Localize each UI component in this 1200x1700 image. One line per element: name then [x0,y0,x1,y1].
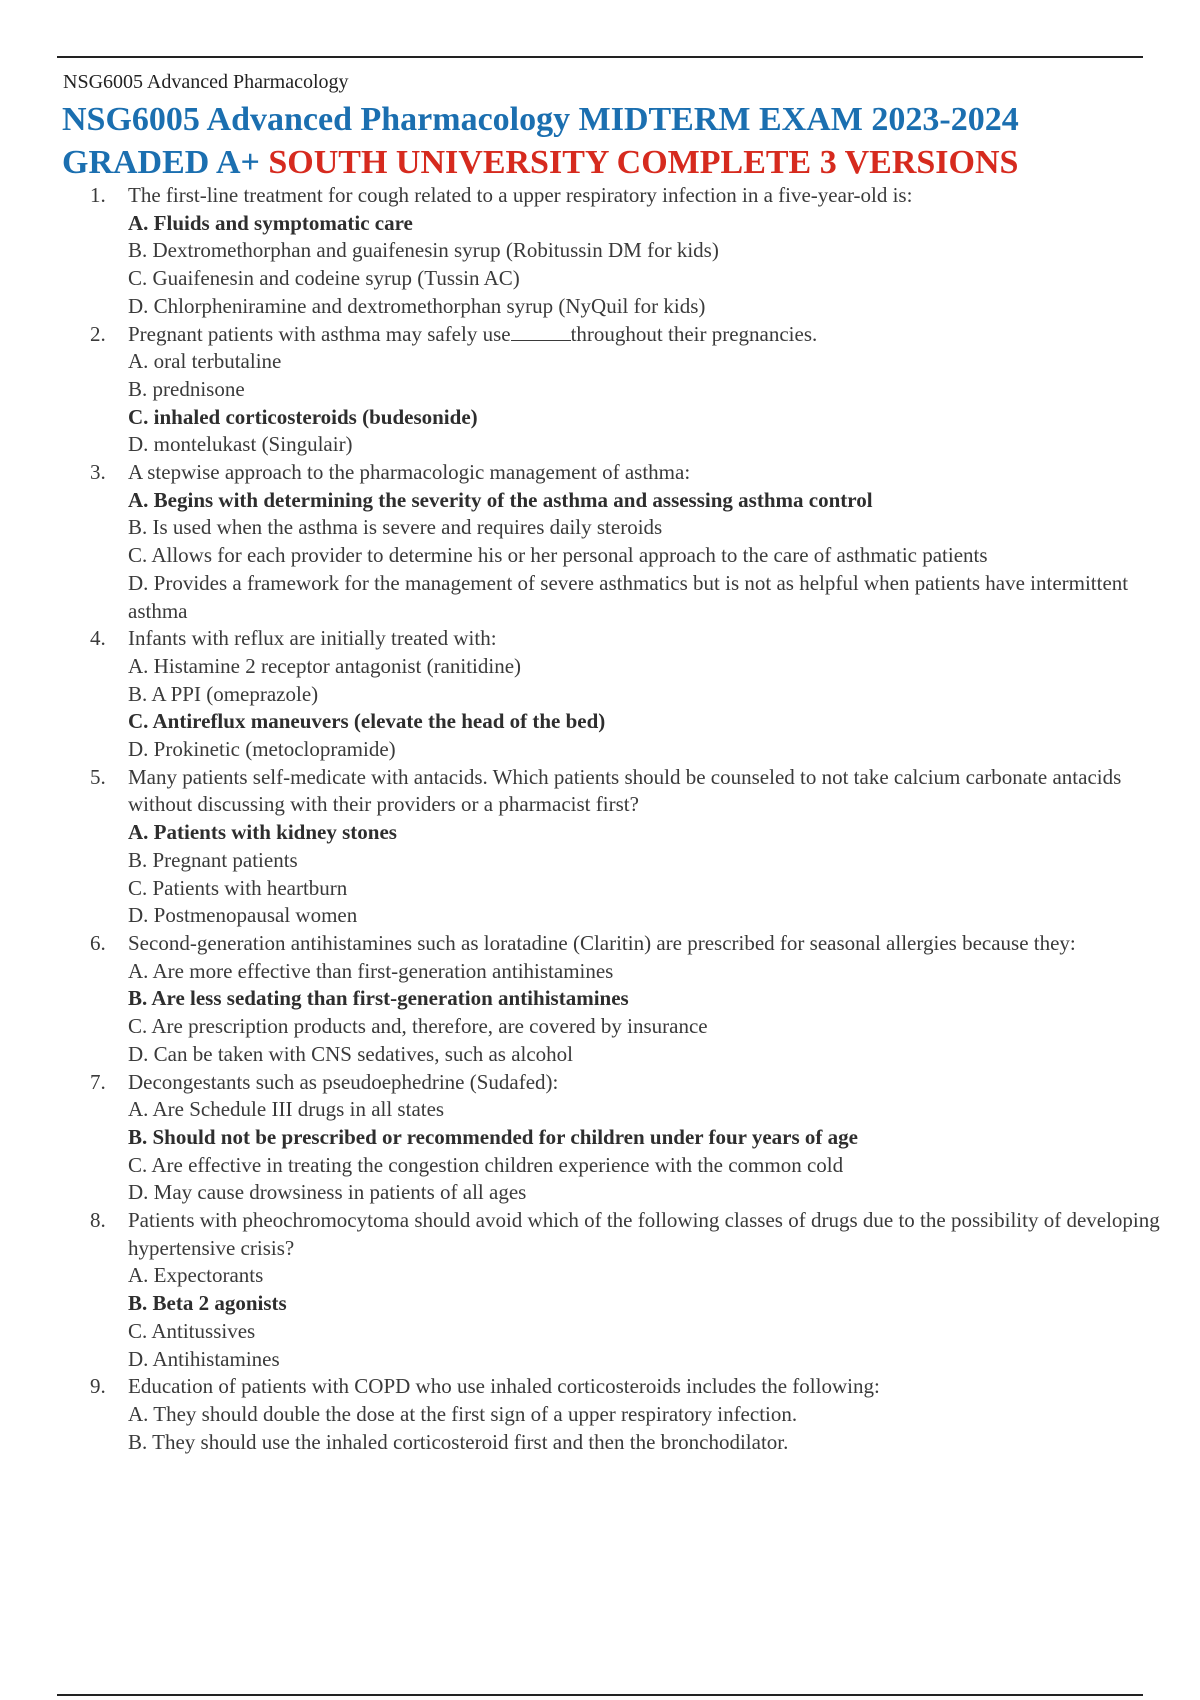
answer-option: B. Is used when the asthma is severe and requires daily steroids [128,515,663,540]
question-1 [90,182,1170,321]
answer-option: A. oral terbutaline [128,349,282,374]
question-list [90,182,1170,1456]
question-6 [90,930,1170,1069]
answer-option: A. Expectorants [128,1263,264,1288]
stem-before-blank: Pregnant patients with asthma may safely use [128,321,511,346]
question-4 [90,625,1170,764]
question-number: 8. [90,1208,106,1233]
title-university: SOUTH UNIVERSITY COMPLETE 3 VERSIONS [268,144,1019,181]
answer-option: A. Are Schedule III drugs in all states [128,1097,445,1122]
question-stem: The first-line treatment for cough related to a upper respiratory infection in a five-year-old is: [128,183,913,207]
answer-option: C. Guaifenesin and codeine syrup (Tussin AC) [128,266,520,291]
answer-option: D. May cause drowsiness in patients of all ages [128,1180,527,1205]
question-stem: A stepwise approach to the pharmacologic management of asthma: [128,460,691,485]
answer-option-correct: A. Begins with determining the severity of the asthma and assessing asthma control [128,487,873,512]
answer-option-correct: A. Fluids and symptomatic care [128,210,413,235]
answer-option: A. They should double the dose at the first sign of a upper respiratory infection. [128,1401,798,1426]
answer-option: D. Can be taken with CNS sedatives, such as alcohol [128,1041,573,1066]
answer-option: D. Prokinetic (metoclopramide) [128,737,396,762]
question-5 [90,764,1170,930]
answer-option: C. Allows for each provider to determine his or her personal approach to the care of asthmatic patients [128,543,988,568]
question-8 [90,1207,1170,1373]
answer-option: B. Dextromethorphan and guaifenesin syrup (Robitussin DM for kids) [128,238,719,263]
question-2 [90,321,1170,460]
answer-option: B. They should use the inhaled corticosteroid first and then the bronchodilator. [128,1429,789,1454]
question-stem [128,321,1170,349]
title-line-1: NSG6005 Advanced Pharmacology MIDTERM EXAM 2023-2024 [62,101,1019,138]
question-3 [90,459,1170,625]
answer-option: B. A PPI (omeprazole) [128,681,319,706]
question-stem: Patients with pheochromocytoma should avoid which of the following classes of drugs due to the possibility of developing hypertensive crisis? [128,1208,1160,1260]
question-stem: Decongestants such as pseudoephedrine (Sudafed): [128,1069,559,1094]
answer-option: D. Provides a framework for the management of severe asthmatics but is not as helpful when patients have intermittent asthma [128,570,1129,623]
question-number: 1. [90,183,106,207]
answer-option: B. prednisone [128,376,245,401]
question-7 [90,1069,1170,1208]
question-number: 7. [90,1069,106,1094]
question-number: 4. [90,626,106,651]
top-rule [57,56,1143,58]
answer-option-correct: C. Antireflux maneuvers (elevate the head of the bed) [128,709,606,734]
answer-option: D. Chlorpheniramine and dextromethorphan syrup (NyQuil for kids) [128,293,706,318]
answer-option-correct: A. Patients with kidney stones [128,820,397,845]
question-stem: Infants with reflux are initially treated with: [128,626,497,651]
question-number: 2. [90,321,106,346]
question-stem: Education of patients with COPD who use inhaled corticosteroids includes the following: [128,1374,880,1399]
running-header: NSG6005 Advanced Pharmacology [63,71,349,93]
question-9 [90,1373,1170,1456]
question-number: 3. [90,460,106,485]
title-line-2 [62,141,1162,184]
answer-option: C. Are effective in treating the congestion children experience with the common cold [128,1152,844,1177]
stem-after-blank: throughout their pregnancies. [570,321,818,346]
title-graded: GRADED A+ [62,144,269,181]
bottom-rule [57,1694,1143,1696]
answer-option: C. Antitussives [128,1318,256,1343]
answer-option-correct: B. Should not be prescribed or recommended for children under four years of age [128,1124,858,1149]
question-stem: Many patients self-medicate with antacids. Which patients should be counseled to not take calcium carbonate antacids without discussing with their providers or a pharmacist first? [128,764,1122,817]
answer-option: A. Are more effective than first-generation antihistamines [128,958,614,983]
question-number: 5. [90,764,106,789]
answer-option: B. Pregnant patients [128,847,298,872]
answer-option-correct: C. inhaled corticosteroids (budesonide) [128,404,478,429]
answer-option: A. Histamine 2 receptor antagonist (ranitidine) [128,653,522,678]
question-stem: Second-generation antihistamines such as loratadine (Claritin) are prescribed for seasonal allergies because they: [128,930,1076,955]
answer-option-correct: B. Are less sedating than first-generation antihistamines [128,986,629,1011]
question-number: 9. [90,1374,106,1399]
question-number: 6. [90,930,106,955]
answer-option: C. Patients with heartburn [128,875,348,900]
answer-option: D. Postmenopausal women [128,903,358,928]
answer-option: D. montelukast (Singulair) [128,432,353,457]
answer-option: C. Are prescription products and, therefore, are covered by insurance [128,1014,708,1039]
answer-option: D. Antihistamines [128,1346,280,1371]
fill-in-blank [511,322,571,341]
document-title [62,98,1162,184]
answer-option-correct: B. Beta 2 agonists [128,1291,287,1316]
